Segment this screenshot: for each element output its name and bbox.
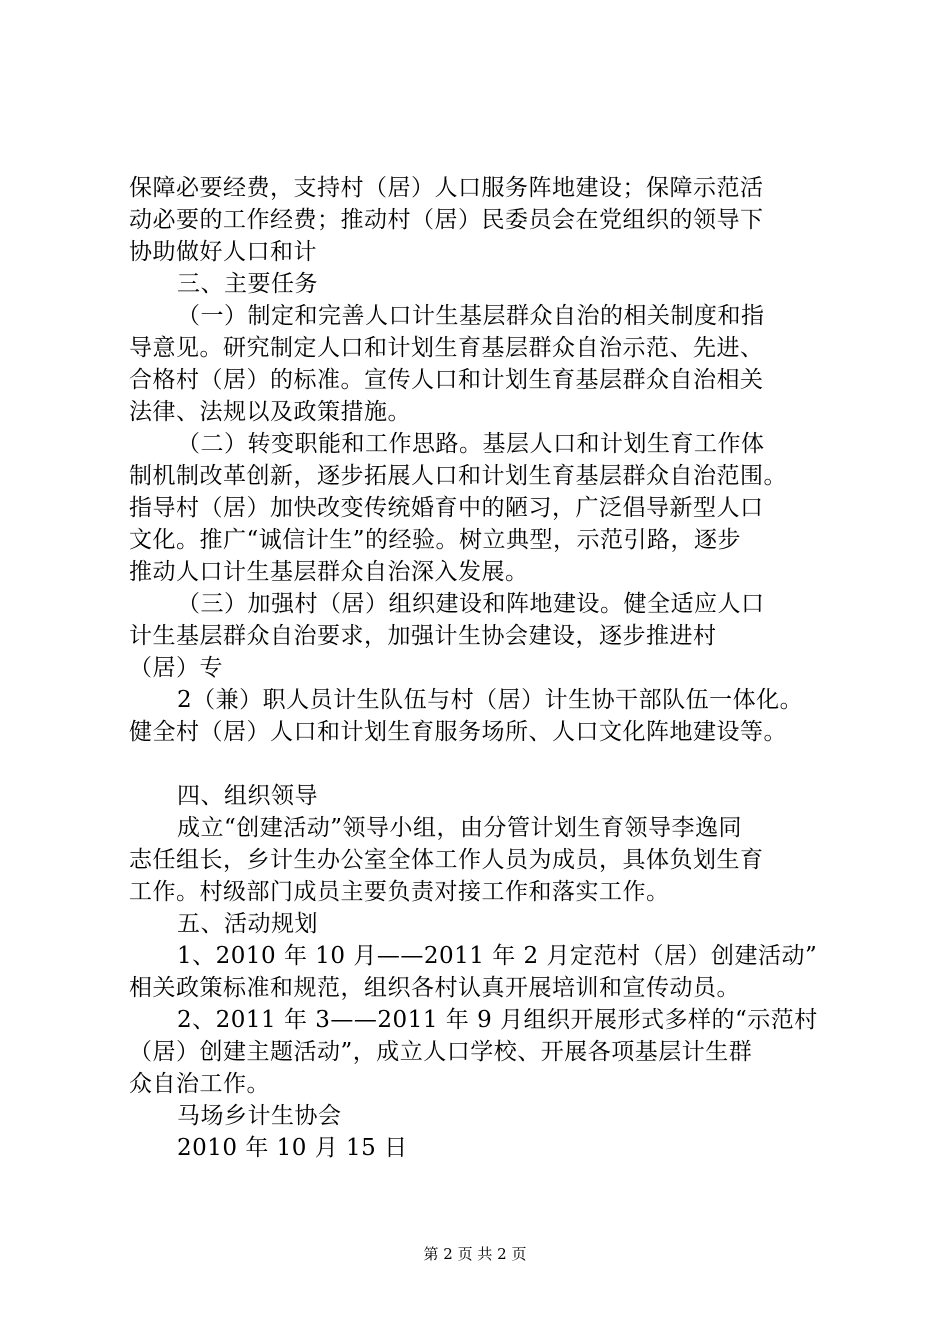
body-line: 相关政策标准和规范，组织各村认真开展培训和宣传动员。 xyxy=(129,975,740,1001)
body-line: 动必要的工作经费；推动村（居）民委员会在党组织的领导下 xyxy=(129,207,764,233)
body-line: 指导村（居）加快改变传统婚育中的陋习，广泛倡导新型人口 xyxy=(129,495,764,521)
body-line: 推动人口计生基层群众自治深入发展。 xyxy=(129,559,529,585)
page-number-footer: 第 2 页 共 2 页 xyxy=(423,1245,527,1263)
body-line: 志任组长，乡计生办公室全体工作人员为成员，具体负划生育 xyxy=(129,847,764,873)
body-line: 众自治工作。 xyxy=(129,1071,270,1097)
body-line: 成立“创建活动”领导小组，由分管计划生育领导李逸同 xyxy=(177,815,743,841)
body-line: 制机制改革创新，逐步拓展人口和计划生育基层群众自治范围。 xyxy=(129,463,787,489)
body-line: 1、2010 年 10 月——2011 年 2 月定范村（居）创建活动” xyxy=(177,943,818,969)
body-line: （二）转变职能和工作思路。基层人口和计划生育工作体 xyxy=(177,431,765,457)
body-line: （居）创建主题活动”，成立人口学校、开展各项基层计生群 xyxy=(129,1039,753,1065)
body-line: 文化。推广“诚信计生”的经验。树立典型，示范引路，逐步 xyxy=(129,527,742,553)
body-line: 法律、法规以及政策措施。 xyxy=(129,399,411,425)
signature-organization: 马场乡计生协会 xyxy=(177,1103,342,1129)
section-heading-planning: 五、活动规划 xyxy=(177,911,318,937)
body-line: 合格村（居）的标准。宣传人口和计划生育基层群众自治相关 xyxy=(129,367,764,393)
section-heading-tasks: 三、主要任务 xyxy=(177,271,318,297)
body-line: （三）加强村（居）组织建设和阵地建设。健全适应人口 xyxy=(177,591,765,617)
body-line: 导意见。研究制定人口和计划生育基层群众自治示范、先进、 xyxy=(129,335,764,361)
body-line: 计生基层群众自治要求，加强计生协会建设，逐步推进村 xyxy=(129,623,717,649)
body-line: 2（兼）职人员计生队伍与村（居）计生协干部队伍一体化。 xyxy=(177,687,804,713)
body-line: 协助做好人口和计 xyxy=(129,239,317,265)
body-line: 健全村（居）人口和计划生育服务场所、人口文化阵地建设等。 xyxy=(129,719,787,745)
signature-date: 2010 年 10 月 15 日 xyxy=(177,1135,408,1161)
section-heading-leadership: 四、组织领导 xyxy=(177,783,318,809)
body-line: （居）专 xyxy=(129,655,223,681)
body-line: 工作。村级部门成员主要负责对接工作和落实工作。 xyxy=(129,879,670,905)
body-line: 2、2011 年 3——2011 年 9 月组织开展形式多样的“示范村 xyxy=(177,1007,818,1033)
body-line: （一）制定和完善人口计生基层群众自治的相关制度和指 xyxy=(177,303,765,329)
body-line: 保障必要经费，支持村（居）人口服务阵地建设；保障示范活 xyxy=(129,175,764,201)
